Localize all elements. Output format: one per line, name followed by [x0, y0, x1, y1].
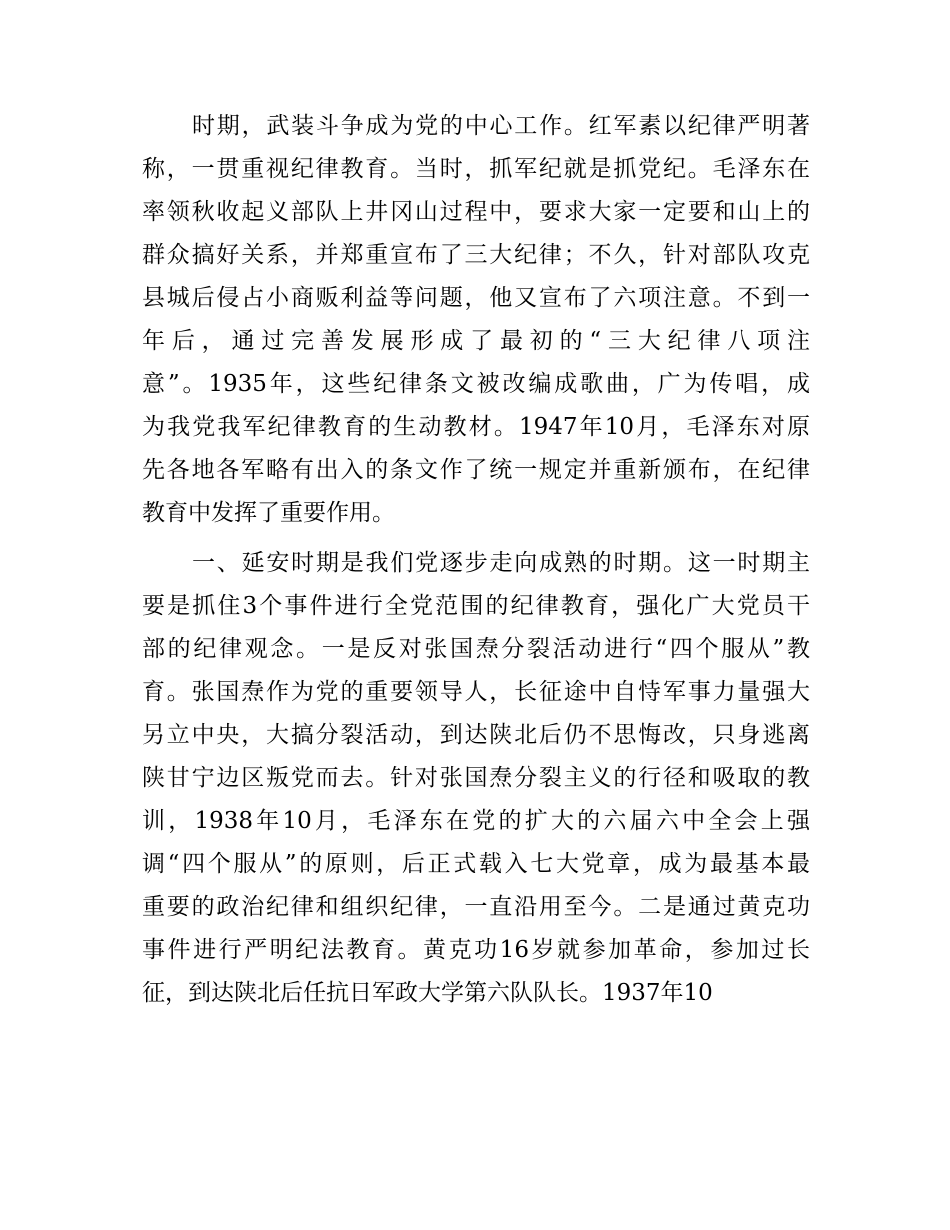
- paragraph-line: 先各地各军略有出入的条文作了统一规定并重新颁布，在纪律: [142, 457, 810, 483]
- paragraph-line: 率领秋收起义部队上井冈山过程中，要求大家一定要和山上的: [142, 199, 810, 225]
- paragraph-line: 时期，武装斗争成为党的中心工作。红军素以纪律严明著: [192, 113, 810, 139]
- paragraph-line: 一、延安时期是我们党逐步走向成熟的时期。这一时期主: [192, 550, 810, 576]
- paragraph-line: 称，一贯重视纪律教育。当时，抓军纪就是抓党纪。毛泽东在: [142, 156, 810, 182]
- paragraph-line: 事件进行严明纪法教育。黄克功16岁就参加革命，参加过长: [142, 937, 810, 963]
- paragraph-line: 调“四个服从”的原则，后正式载入七大党章，成为最基本最: [142, 851, 810, 877]
- paragraph-line: 重要的政治纪律和组织纪律，一直沿用至今。二是通过黄克功: [142, 894, 810, 920]
- paragraph-line: 意”。1935年，这些纪律条文被改编成歌曲，广为传唱，成: [142, 371, 810, 397]
- paragraph-line: 另立中央，大搞分裂活动，到达陕北后仍不思悔改，只身逃离: [142, 722, 810, 748]
- paragraph-line: 要是抓住3个事件进行全党范围的纪律教育，强化广大党员干: [142, 593, 810, 619]
- paragraph-1: [142, 105, 810, 535]
- paragraph-line: 教育中发挥了重要作用。: [142, 500, 395, 526]
- paragraph-line: 征，到达陕北后任抗日军政大学第六队队长。1937年10: [142, 980, 713, 1006]
- paragraph-line: 为我党我军纪律教育的生动教材。1947年10月，毛泽东对原: [142, 414, 810, 440]
- paragraph-line: 育。张国焘作为党的重要领导人，长征途中自恃军事力量强大: [142, 679, 810, 705]
- paragraph-line: 部的纪律观念。一是反对张国焘分裂活动进行“四个服从”教: [142, 636, 810, 662]
- paragraph-line: 陕甘宁边区叛党而去。针对张国焘分裂主义的行径和吸取的教: [142, 765, 810, 791]
- paragraph-line: 训，1938年10月，毛泽东在党的扩大的六届六中全会上强: [142, 808, 810, 834]
- paragraph-line: 群众搞好关系，并郑重宣布了三大纪律；不久，针对部队攻克: [142, 242, 810, 268]
- paragraph-line: 年后，通过完善发展形成了最初的“三大纪律八项注: [142, 328, 810, 354]
- paragraph-line: 县城后侵占小商贩利益等问题，他又宣布了六项注意。不到一: [142, 285, 810, 311]
- paragraph-2: [142, 542, 810, 1015]
